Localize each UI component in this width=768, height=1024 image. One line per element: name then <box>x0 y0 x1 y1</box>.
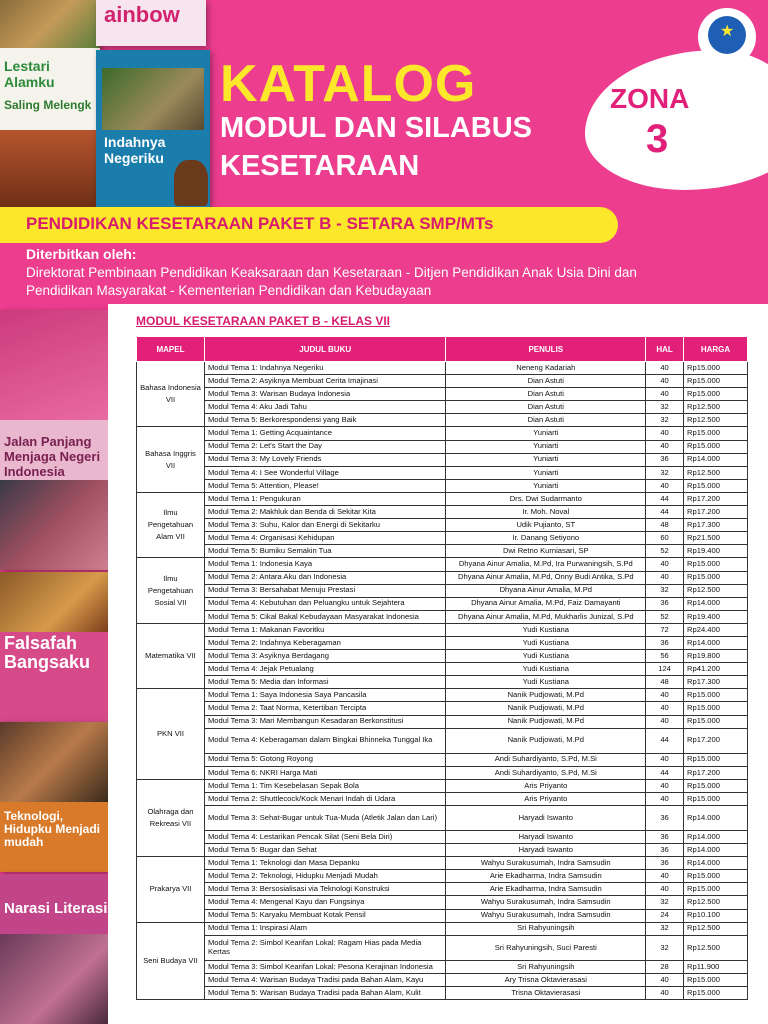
hal-cell: 40 <box>646 702 684 715</box>
harga-cell: Rp12.500 <box>684 896 748 909</box>
hal-cell: 40 <box>646 986 684 999</box>
hal-cell: 52 <box>646 610 684 623</box>
penulis-cell: Neneng Kadariah <box>446 362 646 375</box>
hal-cell: 28 <box>646 960 684 973</box>
harga-cell: Rp17.200 <box>684 506 748 519</box>
penulis-cell: Andi Suhardiyanto, S.Pd, M.Si <box>446 753 646 766</box>
table-row <box>137 414 748 427</box>
level-banner-text: PENDIDIKAN KESETARAAN PAKET B - SETARA SMP/MTs <box>26 214 494 233</box>
cover-falsafah-bangsaku <box>0 572 110 722</box>
judul-cell: Modul Tema 5: Bugar dan Sehat <box>204 844 446 857</box>
judul-cell: Modul Tema 1: Indahnya Negeriku <box>204 362 446 375</box>
penulis-cell: Yudi Kustiana <box>446 676 646 689</box>
penulis-cell: Nanik Pudjowati, M.Pd <box>446 715 646 728</box>
judul-cell: Modul Tema 4: Kebutuhan dan Peluangku untuk Sejahtera <box>204 597 446 610</box>
penulis-cell: Dian Astuti <box>446 375 646 388</box>
penulis-cell: Yuniarti <box>446 479 646 492</box>
penulis-cell: Dian Astuti <box>446 401 646 414</box>
penulis-cell: Yudi Kustiana <box>446 650 646 663</box>
table-row <box>137 532 748 545</box>
table-row <box>137 466 748 479</box>
hal-cell: 40 <box>646 973 684 986</box>
header-judul: JUDUL BUKU <box>204 337 446 362</box>
penulis-cell: Haryadi Iswanto <box>446 806 646 831</box>
header-hal: HAL <box>646 337 684 362</box>
harga-cell: Rp12.500 <box>684 466 748 479</box>
penulis-cell: Nanik Pudjowati, M.Pd <box>446 689 646 702</box>
penulis-cell: Dian Astuti <box>446 414 646 427</box>
hal-cell: 72 <box>646 623 684 636</box>
hal-cell: 32 <box>646 466 684 479</box>
harga-cell: Rp17.300 <box>684 676 748 689</box>
hal-cell: 44 <box>646 766 684 779</box>
judul-cell: Modul Tema 1: Pengukuran <box>204 492 446 505</box>
judul-cell: Modul Tema 1: Getting Acquaintance <box>204 427 446 440</box>
hal-cell: 40 <box>646 375 684 388</box>
star-icon: ★ <box>720 23 735 40</box>
cover-teknologi <box>0 722 108 872</box>
hal-cell: 40 <box>646 440 684 453</box>
penulis-cell: Nanik Pudjowati, M.Pd <box>446 728 646 753</box>
table-row <box>137 492 748 505</box>
hal-cell: 36 <box>646 844 684 857</box>
table-row <box>137 636 748 649</box>
judul-cell: Modul Tema 1: Inspirasi Alam <box>204 922 446 935</box>
hal-cell: 44 <box>646 492 684 505</box>
judul-cell: Modul Tema 4: Organisasi Kehidupan <box>204 532 446 545</box>
hal-cell: 32 <box>646 414 684 427</box>
table-row <box>137 427 748 440</box>
hal-cell: 40 <box>646 388 684 401</box>
mapel-cell: Ilmu Pengetahuan Sosial VII <box>137 558 205 623</box>
penulis-cell: Trisna Oktavierasasi <box>446 986 646 999</box>
table-row <box>137 479 748 492</box>
hal-cell: 36 <box>646 857 684 870</box>
table-row <box>137 935 748 960</box>
judul-cell: Modul Tema 2: Asyiknya Membuat Cerita Imajinasi <box>204 375 446 388</box>
publisher-label: Diterbitkan oleh: <box>26 246 137 262</box>
harga-cell: Rp17.200 <box>684 728 748 753</box>
cover-title: Jalan Panjang Menjaga Negeri Indonesia <box>4 434 101 479</box>
harga-cell: Rp15.000 <box>684 779 748 792</box>
judul-cell: Modul Tema 1: Saya Indonesia Saya Pancasila <box>204 689 446 702</box>
hal-cell: 40 <box>646 779 684 792</box>
header-mapel: MAPEL <box>137 337 205 362</box>
judul-cell: Modul Tema 4: Keberagaman dalam Bingkai Bhinneka Tunggal Ika <box>204 728 446 753</box>
table-row <box>137 973 748 986</box>
harga-cell: Rp15.000 <box>684 388 748 401</box>
penulis-cell: Haryadi Iswanto <box>446 831 646 844</box>
judul-cell: Modul Tema 5: Gotong Royong <box>204 753 446 766</box>
mapel-cell: Matematika VII <box>137 623 205 688</box>
table-row <box>137 753 748 766</box>
cover-photo <box>0 722 108 802</box>
harga-cell: Rp17.200 <box>684 492 748 505</box>
judul-cell: Modul Tema 3: Bersosialisasi via Teknologi Konstruksi <box>204 883 446 896</box>
cover-title: Falsafah Bangsaku <box>4 633 91 672</box>
cover-title: ainbow <box>104 2 180 27</box>
section-title: MODUL KESETARAAN PAKET B - KELAS VII <box>136 314 391 328</box>
hal-cell: 32 <box>646 922 684 935</box>
table-row <box>137 663 748 676</box>
judul-cell: Modul Tema 4: Warisan Budaya Tradisi pada Bahan Alam, Kayu <box>204 973 446 986</box>
judul-cell: Modul Tema 2: Taat Norma, Ketertiban Tercipta <box>204 702 446 715</box>
penulis-cell: Yuniarti <box>446 466 646 479</box>
penulis-cell: Yuniarti <box>446 440 646 453</box>
publisher-line-2: Pendidikan Masyarakat - Kementerian Pendidikan dan Kebudayaan <box>26 283 432 298</box>
hal-cell: 32 <box>646 401 684 414</box>
judul-cell: Modul Tema 3: Suhu, Kalor dan Energi di Sekitarku <box>204 519 446 532</box>
table-row <box>137 779 748 792</box>
header-harga: HARGA <box>684 337 748 362</box>
penulis-cell: Wahyu Surakusumah, Indra Samsudin <box>446 857 646 870</box>
harga-cell: Rp15.000 <box>684 375 748 388</box>
hal-cell: 36 <box>646 453 684 466</box>
penulis-cell: Ary Trisna Oktavierasasi <box>446 973 646 986</box>
table-row <box>137 650 748 663</box>
judul-cell: Modul Tema 3: My Lovely Friends <box>204 453 446 466</box>
penulis-cell: Dhyana Ainur Amalia, M.Pd, Ira Purwaningsih, S.Pd <box>446 558 646 571</box>
zona-number: 3 <box>646 117 669 161</box>
harga-cell: Rp15.000 <box>684 870 748 883</box>
judul-cell: Modul Tema 4: I See Wonderful Village <box>204 466 446 479</box>
judul-cell: Modul Tema 5: Bumiku Semakin Tua <box>204 545 446 558</box>
penulis-cell: Drs. Dwi Sudarmanto <box>446 492 646 505</box>
hal-cell: 32 <box>646 584 684 597</box>
penulis-cell: Yudi Kustiana <box>446 623 646 636</box>
mapel-cell: Seni Budaya VII <box>137 922 205 999</box>
hal-cell: 36 <box>646 831 684 844</box>
cover-title: Indahnya Negeriku <box>104 134 166 166</box>
hal-cell: 40 <box>646 792 684 805</box>
judul-cell: Modul Tema 2: Shuttlecock/Kock Menari Indah di Udara <box>204 792 446 805</box>
table-row <box>137 519 748 532</box>
table-row <box>137 831 748 844</box>
table-header-row <box>137 337 748 362</box>
judul-cell: Modul Tema 5: Media dan Informasi <box>204 676 446 689</box>
penulis-cell: Yudi Kustiana <box>446 636 646 649</box>
mapel-cell: Ilmu Pengetahuan Alam VII <box>137 492 205 557</box>
harga-cell: Rp14.000 <box>684 844 748 857</box>
judul-cell: Modul Tema 2: Indahnya Keberagaman <box>204 636 446 649</box>
penulis-cell: Arie Ekadharma, Indra Samsudin <box>446 870 646 883</box>
mapel-cell: Olahraga dan Rekreasi VII <box>137 779 205 856</box>
table-row <box>137 440 748 453</box>
hal-cell: 44 <box>646 728 684 753</box>
hal-cell: 24 <box>646 909 684 922</box>
catalog-table <box>136 336 748 1000</box>
judul-cell: Modul Tema 2: Makhluk dan Benda di Sekitar Kita <box>204 506 446 519</box>
table-row <box>137 610 748 623</box>
harga-cell: Rp19.800 <box>684 650 748 663</box>
hal-cell: 40 <box>646 883 684 896</box>
penulis-cell: Ir. Moh. Noval <box>446 506 646 519</box>
judul-cell: Modul Tema 5: Karyaku Membuat Kotak Pensil <box>204 909 446 922</box>
table-body <box>137 362 748 1000</box>
harga-cell: Rp12.500 <box>684 935 748 960</box>
table-row <box>137 545 748 558</box>
penulis-cell: Dhyana Ainur Amalia, M.Pd, Onny Budi Antika, S.Pd <box>446 571 646 584</box>
hal-cell: 60 <box>646 532 684 545</box>
judul-cell: Modul Tema 2: Let's Start the Day <box>204 440 446 453</box>
judul-cell: Modul Tema 3: Mari Membangun Kesadaran Berkonstitusi <box>204 715 446 728</box>
cover-photo <box>0 480 110 570</box>
hal-cell: 48 <box>646 519 684 532</box>
hal-cell: 32 <box>646 935 684 960</box>
table-row <box>137 870 748 883</box>
penulis-cell: Nanik Pudjowati, M.Pd <box>446 702 646 715</box>
table-row <box>137 453 748 466</box>
cover-indahnya-negeriku <box>96 50 210 210</box>
penulis-cell: Yudi Kustiana <box>446 663 646 676</box>
judul-cell: Modul Tema 5: Cikal Bakal Kebudayaan Masyarakat Indonesia <box>204 610 446 623</box>
penulis-cell: Udik Pujianto, ST <box>446 519 646 532</box>
table-row <box>137 597 748 610</box>
table-row <box>137 844 748 857</box>
penulis-cell: Yuniarti <box>446 427 646 440</box>
table-row <box>137 909 748 922</box>
table-row <box>137 896 748 909</box>
harga-cell: Rp15.000 <box>684 973 748 986</box>
harga-cell: Rp15.000 <box>684 689 748 702</box>
table-row <box>137 922 748 935</box>
table-row <box>137 584 748 597</box>
harga-cell: Rp14.000 <box>684 597 748 610</box>
harga-cell: Rp21.500 <box>684 532 748 545</box>
cover-title: Teknologi, Hidupku Menjadi mudah <box>4 809 100 849</box>
judul-cell: Modul Tema 5: Attention, Please! <box>204 479 446 492</box>
katalog-title: KATALOG <box>220 55 477 113</box>
drum-illustration <box>174 160 208 206</box>
table-row <box>137 702 748 715</box>
harga-cell: Rp15.000 <box>684 440 748 453</box>
hal-cell: 124 <box>646 663 684 676</box>
table-row <box>137 388 748 401</box>
cover-photo <box>102 68 204 130</box>
hal-cell: 40 <box>646 753 684 766</box>
penulis-cell: Haryadi Iswanto <box>446 844 646 857</box>
hal-cell: 44 <box>646 506 684 519</box>
penulis-cell: Dhyana Ainur Amalia, M.Pd, Faiz Damayanti <box>446 597 646 610</box>
judul-cell: Modul Tema 5: Berkorespondensi yang Baik <box>204 414 446 427</box>
harga-cell: Rp12.500 <box>684 414 748 427</box>
table-row <box>137 558 748 571</box>
harga-cell: Rp19.400 <box>684 610 748 623</box>
hal-cell: 36 <box>646 597 684 610</box>
penulis-cell: Dwi Retno Kurniasari, SP <box>446 545 646 558</box>
harga-cell: Rp15.000 <box>684 715 748 728</box>
hal-cell: 40 <box>646 870 684 883</box>
table-row <box>137 689 748 702</box>
mapel-cell: PKN VII <box>137 689 205 779</box>
harga-cell: Rp14.000 <box>684 636 748 649</box>
cover-narasi-literasi <box>0 874 108 1024</box>
judul-cell: Modul Tema 4: Aku Jadi Tahu <box>204 401 446 414</box>
mapel-cell: Prakarya VII <box>137 857 205 922</box>
judul-cell: Modul Tema 3: Bersahabat Menuju Prestasi <box>204 584 446 597</box>
judul-cell: Modul Tema 1: Teknologi dan Masa Depanku <box>204 857 446 870</box>
header-penulis: PENULIS <box>446 337 646 362</box>
hal-cell: 52 <box>646 545 684 558</box>
penulis-cell: Sri Rahyuningsih <box>446 960 646 973</box>
cover-jalan-panjang <box>0 310 110 570</box>
harga-cell: Rp12.500 <box>684 584 748 597</box>
mapel-cell: Bahasa Indonesia VII <box>137 362 205 427</box>
harga-cell: Rp15.000 <box>684 571 748 584</box>
table-row <box>137 960 748 973</box>
hal-cell: 40 <box>646 715 684 728</box>
cover-title: Lestari Alamku <box>4 58 55 90</box>
judul-cell: Modul Tema 3: Sehat-Bugar untuk Tua-Muda (Atletik Jalan dan Lari) <box>204 806 446 831</box>
judul-cell: Modul Tema 2: Teknologi, Hidupku Menjadi Mudah <box>204 870 446 883</box>
harga-cell: Rp12.500 <box>684 401 748 414</box>
penulis-cell: Dhyana Ainur Amalia, M.Pd <box>446 584 646 597</box>
penulis-cell: Yuniarti <box>446 453 646 466</box>
cover-photo <box>0 310 110 420</box>
penulis-cell: Ir. Danang Setiyono <box>446 532 646 545</box>
judul-cell: Modul Tema 1: Tim Kesebelasan Sepak Bola <box>204 779 446 792</box>
table-row <box>137 728 748 753</box>
judul-cell: Modul Tema 6: NKRI Harga Mati <box>204 766 446 779</box>
subtitle-line-2: KESETARAAN <box>220 150 420 182</box>
harga-cell: Rp15.000 <box>684 479 748 492</box>
cover-photo <box>0 130 100 210</box>
cover-title: Saling Melengk <box>4 98 92 112</box>
harga-cell: Rp41.200 <box>684 663 748 676</box>
harga-cell: Rp15.000 <box>684 883 748 896</box>
hal-cell: 40 <box>646 362 684 375</box>
table-row <box>137 623 748 636</box>
cover-photo <box>0 572 110 632</box>
harga-cell: Rp15.000 <box>684 792 748 805</box>
harga-cell: Rp10.100 <box>684 909 748 922</box>
harga-cell: Rp14.000 <box>684 831 748 844</box>
judul-cell: Modul Tema 5: Warisan Budaya Tradisi pada Bahan Alam, Kulit <box>204 986 446 999</box>
zona-label: ZONA <box>610 83 690 114</box>
table-row <box>137 375 748 388</box>
harga-cell: Rp15.000 <box>684 702 748 715</box>
judul-cell: Modul Tema 3: Warisan Budaya Indonesia <box>204 388 446 401</box>
mapel-cell: Bahasa Inggris VII <box>137 427 205 492</box>
judul-cell: Modul Tema 2: Simbol Kearifan Lokal: Ragam Hias pada Media Kertas <box>204 935 446 960</box>
judul-cell: Modul Tema 2: Antara Aku dan Indonesia <box>204 571 446 584</box>
harga-cell: Rp24.400 <box>684 623 748 636</box>
judul-cell: Modul Tema 3: Asyiknya Berdagang <box>204 650 446 663</box>
table-row <box>137 883 748 896</box>
hal-cell: 36 <box>646 636 684 649</box>
hal-cell: 40 <box>646 689 684 702</box>
hal-cell: 36 <box>646 806 684 831</box>
cover-photo <box>0 934 108 1024</box>
table-row <box>137 766 748 779</box>
table-row <box>137 792 748 805</box>
harga-cell: Rp14.000 <box>684 857 748 870</box>
harga-cell: Rp15.000 <box>684 362 748 375</box>
judul-cell: Modul Tema 3: Simbol Kearifan Lokal: Pesona Kerajinan Indonesia <box>204 960 446 973</box>
harga-cell: Rp11.900 <box>684 960 748 973</box>
harga-cell: Rp15.000 <box>684 558 748 571</box>
harga-cell: Rp17.200 <box>684 766 748 779</box>
penulis-cell: Wahyu Surakusumah, Indra Samsudin <box>446 909 646 922</box>
subtitle-line-1: MODUL DAN SILABUS <box>220 112 533 144</box>
table-row <box>137 676 748 689</box>
penulis-cell: Aris Priyanto <box>446 779 646 792</box>
harga-cell: Rp12.500 <box>684 922 748 935</box>
harga-cell: Rp15.000 <box>684 986 748 999</box>
publisher-line-1: Direktorat Pembinaan Pendidikan Keaksaraan dan Kesetaraan - Ditjen Pendidikan Anak Usia Dini dan <box>26 265 637 280</box>
table-row <box>137 571 748 584</box>
penulis-cell: Sri Rahyuningsih <box>446 922 646 935</box>
hal-cell: 32 <box>646 896 684 909</box>
penulis-cell: Wahyu Surakusumah, Indra Samsudin <box>446 896 646 909</box>
harga-cell: Rp17.300 <box>684 519 748 532</box>
hal-cell: 40 <box>646 479 684 492</box>
judul-cell: Modul Tema 4: Lestarikan Pencak Silat (Seni Bela Diri) <box>204 831 446 844</box>
cover-title: Narasi Literasi <box>4 900 108 917</box>
judul-cell: Modul Tema 4: Jejak Petualang <box>204 663 446 676</box>
penulis-cell: Aris Priyanto <box>446 792 646 805</box>
hal-cell: 56 <box>646 650 684 663</box>
cover-rainbow <box>96 0 206 46</box>
penulis-cell: Dian Astuti <box>446 388 646 401</box>
table-row <box>137 806 748 831</box>
harga-cell: Rp14.000 <box>684 453 748 466</box>
harga-cell: Rp15.000 <box>684 427 748 440</box>
penulis-cell: Sri Rahyuningsih, Suci Paresti <box>446 935 646 960</box>
penulis-cell: Andi Suhardiyanto, S.Pd, M.Si <box>446 766 646 779</box>
table-row <box>137 401 748 414</box>
penulis-cell: Dhyana Ainur Amalia, M.Pd, Mukharlis Junizal, S.Pd <box>446 610 646 623</box>
table-row <box>137 715 748 728</box>
table-row <box>137 857 748 870</box>
judul-cell: Modul Tema 1: Makanan Favoritku <box>204 623 446 636</box>
penulis-cell: Arie Ekadharma, Indra Samsudin <box>446 883 646 896</box>
table-row <box>137 986 748 999</box>
harga-cell: Rp19.400 <box>684 545 748 558</box>
table-row <box>137 506 748 519</box>
cover-photo <box>0 0 100 48</box>
table-row <box>137 362 748 375</box>
hal-cell: 40 <box>646 427 684 440</box>
hal-cell: 40 <box>646 558 684 571</box>
harga-cell: Rp14.000 <box>684 806 748 831</box>
zona-badge <box>585 50 768 190</box>
judul-cell: Modul Tema 1: Indonesia Kaya <box>204 558 446 571</box>
hal-cell: 48 <box>646 676 684 689</box>
harga-cell: Rp15.000 <box>684 753 748 766</box>
cover-lestari-alamku <box>0 0 100 210</box>
judul-cell: Modul Tema 4: Mengenal Kayu dan Fungsinya <box>204 896 446 909</box>
hal-cell: 40 <box>646 571 684 584</box>
